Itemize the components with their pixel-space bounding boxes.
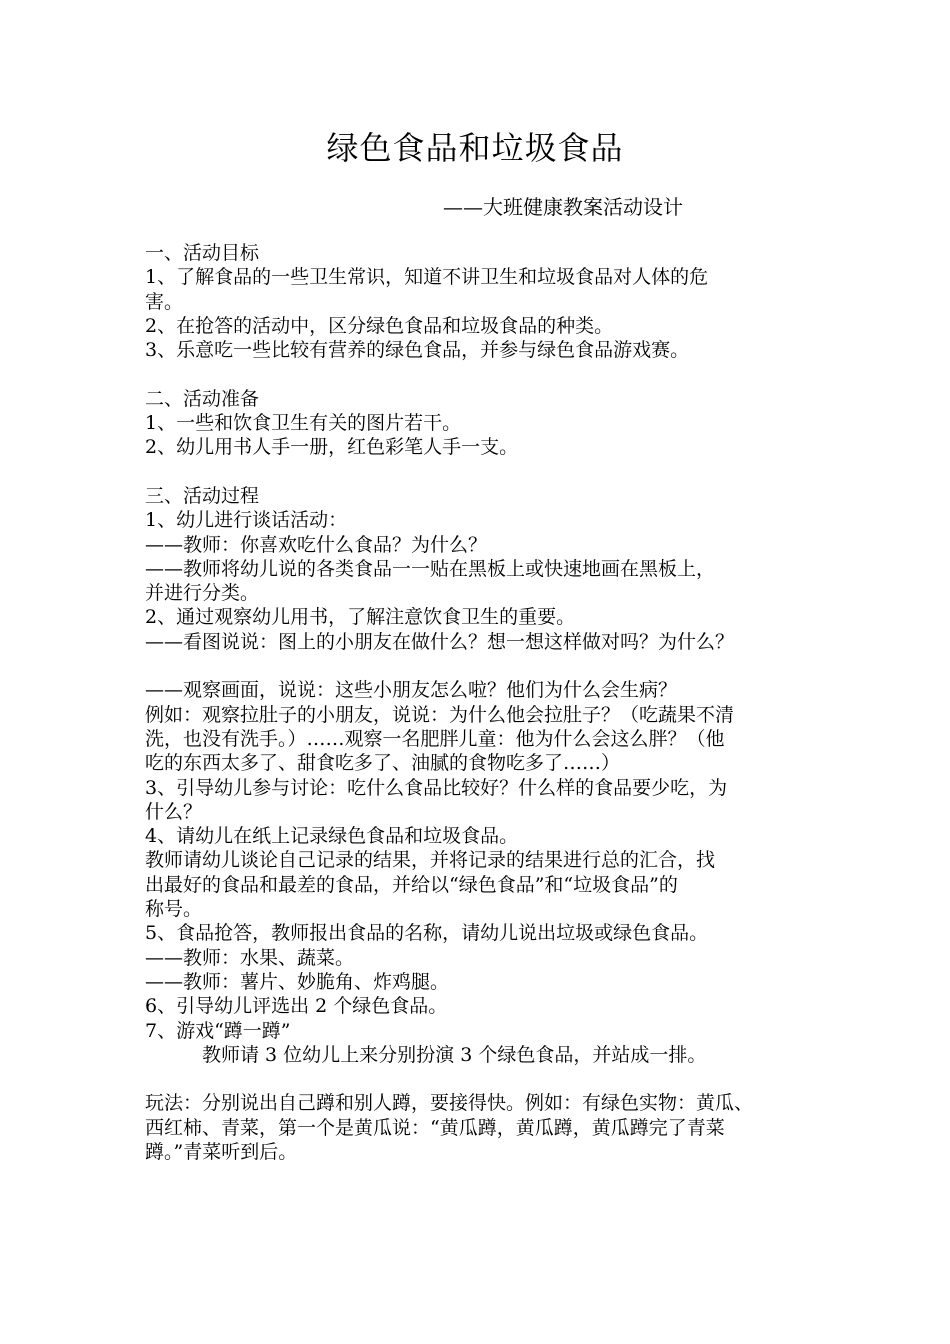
process-line: 2、通过观察幼儿用书，了解注意饮食卫生的重要。	[145, 606, 576, 629]
rules-line: 玩法：分别说出自己蹲和别人蹲，要接得快。例如：有绿色实物：黄瓜、	[145, 1092, 754, 1115]
document-body	[145, 241, 835, 1164]
process-line: 6、引导幼儿评选出 2 个绿色食品。	[145, 995, 448, 1018]
rules-line: 西红柿、青菜，第一个是黄瓜说：“黄瓜蹲，黄瓜蹲，黄瓜蹲完了青菜	[145, 1116, 725, 1139]
blank-line	[145, 460, 835, 484]
process-line: 吃的东西太多了、甜食吃多了、油腻的食物吃多了……）	[145, 752, 621, 775]
process-line: 什么？	[145, 800, 203, 823]
goal-line: 1、了解食品的一些卫生常识，知道不讲卫生和垃圾食品对人体的危	[145, 266, 709, 289]
process-line: ——看图说说：图上的小朋友在做什么？想一想这样做对吗？为什么？	[145, 630, 735, 653]
process-line: ——教师：薯片、妙脆角、炸鸡腿。	[145, 970, 450, 993]
process-line: ——教师将幼儿说的各类食品一一贴在黑板上或快速地画在黑板上，	[145, 557, 716, 580]
rules-line: 蹲。”青菜听到后。	[145, 1140, 298, 1163]
process-line: 例如：观察拉肚子的小朋友，说说：为什么他会拉肚子？（吃蔬果不清	[145, 703, 735, 726]
process-line: 3、引导幼儿参与讨论：吃什么食品比较好？什么样的食品要少吃，为	[145, 776, 728, 799]
process-indented-line: 教师请 3 位幼儿上来分别扮演 3 个绿色食品，并站成一排。	[202, 1043, 707, 1066]
blank-line	[145, 654, 835, 678]
process-line: 5、食品抢答，教师报出食品的名称，请幼儿说出垃圾或绿色食品。	[145, 922, 709, 945]
goal-line: 3、乐意吃一些比较有营养的绿色食品，并参与绿色食品游戏赛。	[145, 339, 690, 362]
process-line: ——教师：水果、蔬菜。	[145, 946, 355, 969]
section-heading-process: 三、活动过程	[145, 484, 260, 507]
preparation-line: 1、一些和饮食卫生有关的图片若干。	[145, 412, 462, 435]
process-line: 7、游戏“蹲一蹲”	[145, 1019, 291, 1042]
section-heading-goals: 一、活动目标	[145, 242, 260, 264]
process-line: ——观察画面，说说：这些小朋友怎么啦？他们为什么会生病？	[145, 679, 678, 702]
goal-line: 害。	[145, 290, 184, 313]
document-subtitle: ——大班健康教案活动设计	[443, 195, 683, 219]
process-line: 教师请幼儿谈论自己记录的结果，并将记录的结果进行总的汇合，找	[145, 849, 716, 872]
blank-line	[145, 1067, 835, 1091]
document-title: 绿色食品和垃圾食品	[326, 129, 624, 167]
process-line: 称号。	[145, 898, 203, 921]
goal-line: 2、在抢答的活动中，区分绿色食品和垃圾食品的种类。	[145, 314, 614, 337]
preparation-line: 2、幼儿用书人手一册，红色彩笔人手一支。	[145, 436, 519, 459]
blank-line	[145, 362, 835, 386]
process-line: ——教师：你喜欢吃什么食品？为什么？	[145, 533, 488, 556]
process-line: 并进行分类。	[145, 582, 260, 605]
section-heading-preparation: 二、活动准备	[145, 387, 260, 410]
process-line: 4、请幼儿在纸上记录绿色食品和垃圾食品。	[145, 825, 519, 848]
process-line: 出最好的食品和最差的食品，并给以“绿色食品”和“垃圾食品”的	[145, 873, 678, 896]
process-line: 洗，也没有洗手。）……观察一名肥胖儿童：他为什么会这么胖？（他	[145, 727, 725, 750]
process-line: 1、幼儿进行谈话活动：	[145, 509, 348, 532]
